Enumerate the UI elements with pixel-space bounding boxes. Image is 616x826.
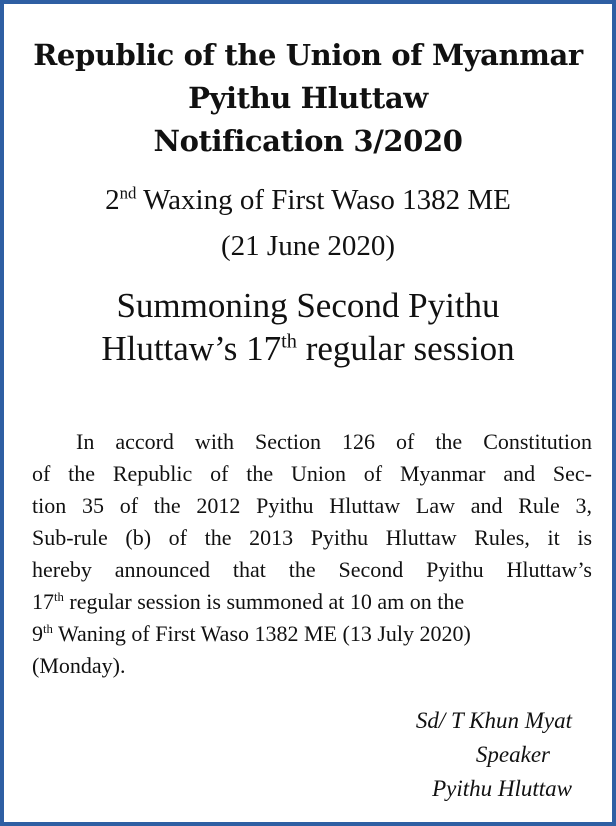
session-number: 17 xyxy=(32,589,54,614)
body-line: of the Republic of the Union of Myanmar and Sec- xyxy=(32,461,592,486)
body-line-text: regular session is summoned at 10 am on the xyxy=(63,589,465,614)
date-gregorian: (21 June 2020) xyxy=(221,230,395,262)
title-line-2-suffix: th xyxy=(281,330,297,353)
session-number-suffix: th xyxy=(54,590,64,605)
title-line-2 xyxy=(4,326,612,372)
date-rest: Waxing of First Waso 1382 ME xyxy=(136,184,511,216)
header-body: Pyithu Hluttaw xyxy=(188,81,428,115)
body-line: In accord with Section 126 of the Constitution xyxy=(76,429,592,454)
title-line-2-before: Hluttaw’s 17 xyxy=(101,329,282,368)
header-country: Republic of the Union of Myanmar xyxy=(33,38,583,72)
date-myanmar xyxy=(4,182,612,218)
body-line: Sub-rule (b) of the 2013 Pyithu Hluttaw Rules, it is xyxy=(32,525,592,550)
body-line-text: Waning of First Waso 1382 ME (13 July 2020) xyxy=(52,621,471,646)
body-line xyxy=(32,618,592,650)
waning-day: 9 xyxy=(32,621,43,646)
body-line xyxy=(32,586,592,618)
signature-organization: Pyithu Hluttaw xyxy=(432,776,572,801)
date-ordinal: 2 xyxy=(105,184,120,216)
signature-name: Sd/ T Khun Myat xyxy=(415,708,572,733)
header-notification-number: Notification 3/2020 xyxy=(153,124,463,158)
signature-title: Speaker xyxy=(475,742,550,767)
body-line: hereby announced that the Second Pyithu Hluttaw’s xyxy=(32,557,592,582)
waning-day-suffix: th xyxy=(43,622,53,637)
body-line: tion 35 of the 2012 Pyithu Hluttaw Law and Rule 3, xyxy=(32,493,592,518)
body-line: (Monday). xyxy=(32,653,126,678)
title-line-1: Summoning Second Pyithu xyxy=(116,286,500,325)
body-paragraph xyxy=(32,426,592,682)
date-ordinal-suffix: nd xyxy=(119,183,137,203)
signature-block xyxy=(416,704,572,806)
title-line-2-after: regular session xyxy=(296,329,515,368)
